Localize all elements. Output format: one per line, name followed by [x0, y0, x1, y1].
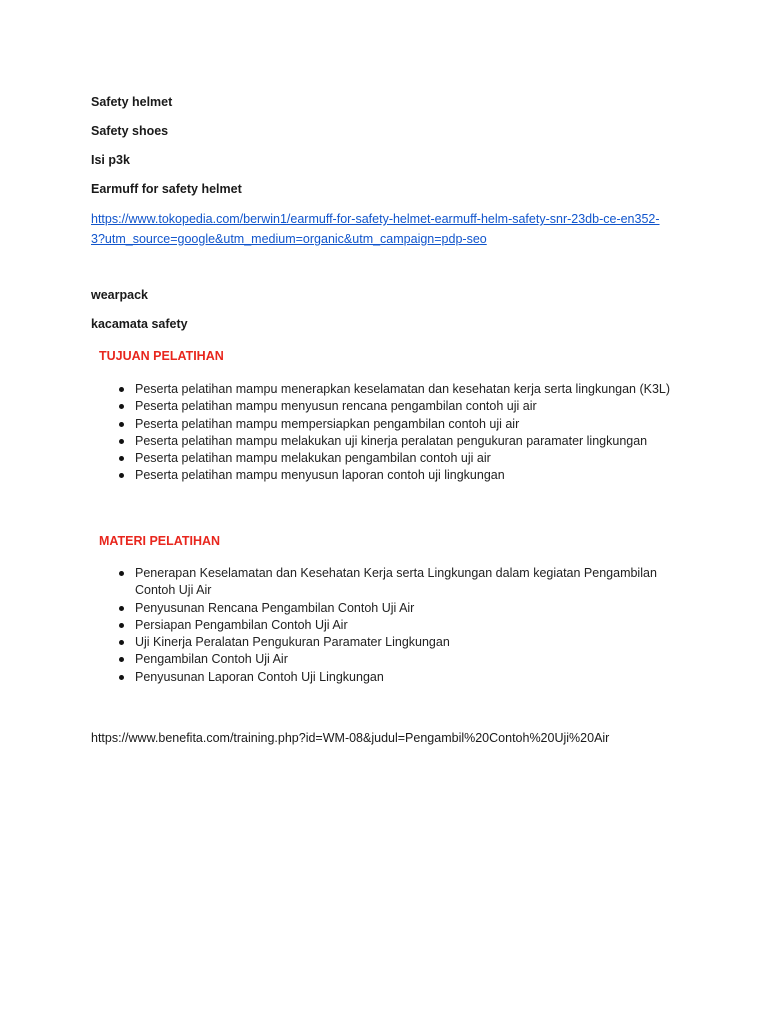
benefita-url: https://www.benefita.com/training.php?id=WM-08&judul=Pengambil%20Contoh%20Uji%20Air [91, 731, 610, 745]
bullet-icon [119, 675, 124, 680]
materi-title: MATERI PELATIHAN [99, 534, 221, 548]
bullet-icon [119, 571, 124, 576]
tujuan-title: TUJUAN PELATIHAN [99, 349, 224, 363]
item-safety-shoes: Safety shoes [91, 124, 169, 138]
bullet-icon [119, 606, 124, 611]
item-wearpack: wearpack [91, 288, 148, 302]
list-item: Persiapan Pengambilan Contoh Uji Air [117, 617, 677, 634]
list-item: Penyusunan Rencana Pengambilan Contoh Uji Air [117, 600, 677, 617]
bullet-icon [119, 473, 124, 478]
list-item: Uji Kinerja Peralatan Pengukuran Paramater Lingkungan [117, 634, 677, 651]
list-item: Peserta pelatihan mampu menyusun laporan contoh uji lingkungan [117, 467, 677, 484]
item-earmuff: Earmuff for safety helmet [91, 182, 242, 196]
list-item: Peserta pelatihan mampu menerapkan keselamatan dan kesehatan kerja serta lingkungan (K3L) [117, 381, 677, 398]
item-safety-helmet: Safety helmet [91, 95, 173, 109]
tokopedia-link[interactable]: https://www.tokopedia.com/berwin1/earmuff-for-safety-helmet-earmuff-helm-safety-snr-23db-ce-en352-3?utm_source=google&utm_medium=organic&utm_campaign=pdp-seo [91, 212, 660, 246]
tujuan-list [117, 381, 677, 485]
bullet-icon [119, 640, 124, 645]
bullet-icon [119, 404, 124, 409]
item-isi-p3k: Isi p3k [91, 153, 130, 167]
list-item: Penerapan Keselamatan dan Kesehatan Kerja serta Lingkungan dalam kegiatan Pengambilan Contoh Uji Air [117, 565, 677, 600]
bullet-icon [119, 456, 124, 461]
bullet-icon [119, 439, 124, 444]
list-item: Pengambilan Contoh Uji Air [117, 651, 677, 668]
bullet-icon [119, 657, 124, 662]
list-item: Peserta pelatihan mampu melakukan pengambilan contoh uji air [117, 450, 677, 467]
list-item: Peserta pelatihan mampu melakukan uji kinerja peralatan pengukuran paramater lingkungan [117, 433, 677, 450]
list-item: Penyusunan Laporan Contoh Uji Lingkungan [117, 669, 677, 686]
bullet-icon [119, 387, 124, 392]
list-item: Peserta pelatihan mampu mempersiapkan pengambilan contoh uji air [117, 416, 677, 433]
bullet-icon [119, 623, 124, 628]
bullet-icon [119, 422, 124, 427]
list-item: Peserta pelatihan mampu menyusun rencana pengambilan contoh uji air [117, 398, 677, 415]
item-kacamata-safety: kacamata safety [91, 317, 188, 331]
materi-list [117, 565, 677, 686]
